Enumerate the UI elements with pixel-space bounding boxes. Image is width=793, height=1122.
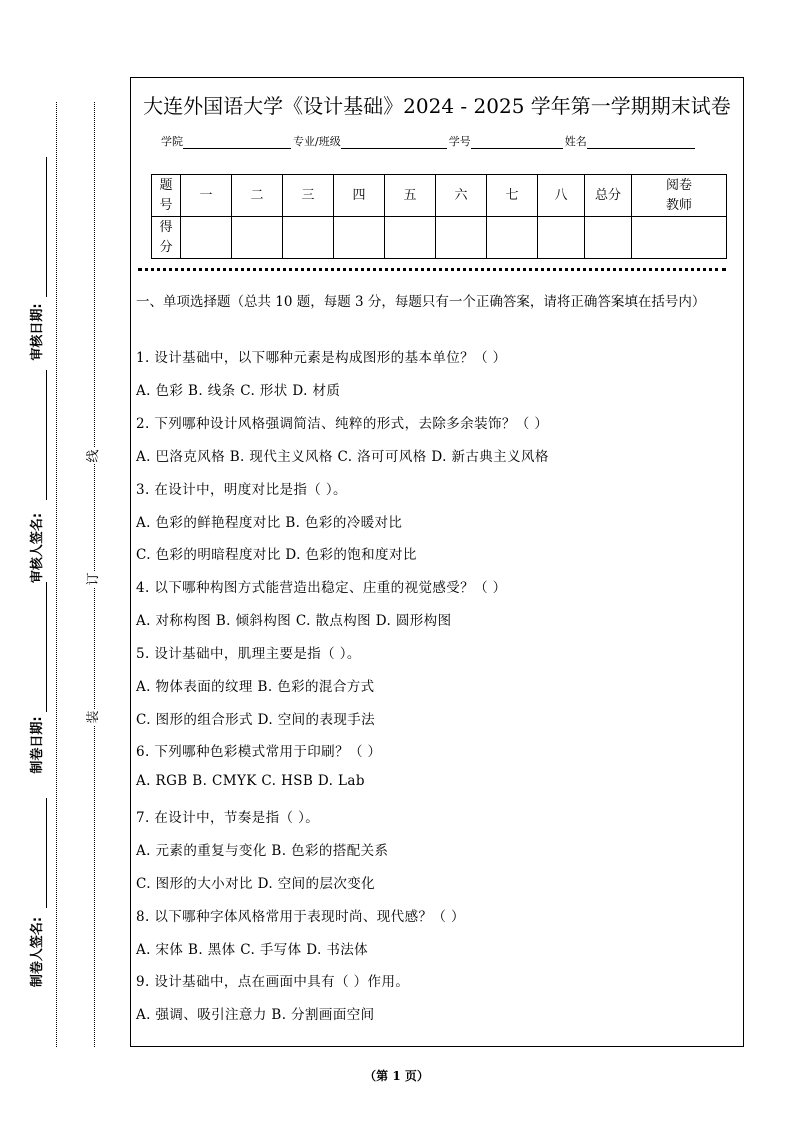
question-7-options-cd: C. 图形的大小对比 D. 空间的层次变化 bbox=[136, 876, 376, 892]
question-1-options: A. 色彩 B. 线条 C. 形状 D. 材质 bbox=[136, 383, 341, 399]
score-table bbox=[151, 174, 727, 259]
question-4: 4. 以下哪种构图方式能营造出稳定、庄重的视觉感受？（ ） bbox=[136, 580, 507, 596]
question-5-options-cd: C. 图形的组合形式 D. 空间的表现手法 bbox=[136, 712, 376, 728]
row-label-text: 题号 bbox=[159, 177, 173, 213]
student-info-row bbox=[161, 133, 697, 149]
score-cell[interactable] bbox=[385, 217, 436, 259]
question-9: 9. 设计基础中，点在画面中具有（ ）作用。 bbox=[136, 974, 410, 990]
review-date-label: 审核日期: bbox=[30, 303, 45, 361]
question-1: 1. 设计基础中，以下哪种元素是构成图形的基本单位？（ ） bbox=[136, 350, 507, 366]
question-7: 7. 在设计中，节奏是指（ ）。 bbox=[136, 810, 320, 826]
question-6-options: A. RGB B. CMYK C. HSB D. Lab bbox=[136, 773, 365, 789]
score-cell[interactable] bbox=[232, 217, 283, 259]
major-label: 专业/班级 bbox=[293, 135, 341, 148]
margin-dotted-line-left bbox=[56, 102, 57, 1047]
binding-line-char: 线 bbox=[86, 449, 101, 463]
question-3-options-ab: A. 色彩的鲜艳程度对比 B. 色彩的冷暖对比 bbox=[136, 515, 403, 531]
score-table-score-row bbox=[152, 217, 727, 259]
row-label-score bbox=[152, 217, 181, 259]
col-header-grader bbox=[632, 175, 727, 217]
row-label-text: 得分 bbox=[159, 219, 173, 255]
exam-title: 大连外国语大学《设计基础》2024 - 2025 学年第一学期期末试卷 bbox=[143, 94, 731, 118]
student-id-label: 学号 bbox=[448, 135, 471, 148]
question-9-options: A. 强调、吸引注意力 B. 分割画面空间 bbox=[136, 1007, 375, 1023]
section-heading: 一、单项选择题（总共 10 题，每题 3 分，每题只有一个正确答案，请将正确答案填在括号内） bbox=[136, 294, 706, 310]
binding-fold-char: 装 bbox=[86, 710, 101, 724]
col-header-1: 一 bbox=[181, 175, 232, 217]
col-header-6: 六 bbox=[436, 175, 487, 217]
score-cell[interactable] bbox=[334, 217, 385, 259]
score-cell[interactable] bbox=[538, 217, 585, 259]
score-cell-grader[interactable] bbox=[632, 217, 727, 259]
score-cell[interactable] bbox=[181, 217, 232, 259]
score-table-header-row bbox=[152, 175, 727, 217]
question-3-options-cd: C. 色彩的明暗程度对比 D. 色彩的饱和度对比 bbox=[136, 547, 417, 563]
question-2: 2. 下列哪种设计风格强调简洁、纯粹的形式，去除多余装饰？（ ） bbox=[136, 416, 549, 432]
question-2-options: A. 巴洛克风格 B. 现代主义风格 C. 洛可可风格 D. 新古典主义风格 bbox=[136, 449, 549, 465]
reviewer-signature-label: 审核人签名: bbox=[30, 512, 45, 584]
question-3: 3. 在设计中，明度对比是指（ ）。 bbox=[136, 482, 347, 498]
question-5: 5. 设计基础中，肌理主要是指（ ）。 bbox=[136, 646, 361, 662]
student-id-blank[interactable] bbox=[471, 136, 563, 149]
maker-signature-label: 制卷人签名: bbox=[30, 916, 45, 988]
score-cell[interactable] bbox=[436, 217, 487, 259]
binding-staple-char: 订 bbox=[86, 572, 101, 586]
col-header-4: 四 bbox=[334, 175, 385, 217]
major-blank[interactable] bbox=[341, 136, 447, 149]
col-header-5: 五 bbox=[385, 175, 436, 217]
score-cell-total[interactable] bbox=[585, 217, 632, 259]
score-cell[interactable] bbox=[283, 217, 334, 259]
page-number: （第 1 页） bbox=[364, 1069, 429, 1083]
question-8: 8. 以下哪种字体风格常用于表现时尚、现代感？（ ） bbox=[136, 909, 465, 925]
col-header-3: 三 bbox=[283, 175, 334, 217]
col-header-total: 总分 bbox=[585, 175, 632, 217]
exam-frame bbox=[130, 77, 744, 1047]
question-8-options: A. 宋体 B. 黑体 C. 手写体 D. 书法体 bbox=[136, 942, 369, 958]
exam-date-label: 制卷日期: bbox=[30, 716, 45, 774]
question-5-options-ab: A. 物体表面的纹理 B. 色彩的混合方式 bbox=[136, 679, 375, 695]
college-label: 学院 bbox=[161, 135, 183, 148]
question-6: 6. 下列哪种色彩模式常用于印刷？（ ） bbox=[136, 744, 382, 760]
col-header-8: 八 bbox=[538, 175, 585, 217]
college-blank[interactable] bbox=[183, 136, 291, 149]
col-header-7: 七 bbox=[487, 175, 538, 217]
question-7-options-ab: A. 元素的重复与变化 B. 色彩的搭配关系 bbox=[136, 843, 389, 859]
grader-label-text: 阅卷教师 bbox=[665, 177, 692, 213]
col-header-2: 二 bbox=[232, 175, 283, 217]
name-label: 姓名 bbox=[564, 135, 587, 148]
dotted-separator bbox=[138, 268, 726, 271]
row-label-question-number bbox=[152, 175, 181, 217]
question-4-options: A. 对称构图 B. 倾斜构图 C. 散点构图 D. 圆形构图 bbox=[136, 613, 452, 629]
name-blank[interactable] bbox=[587, 136, 695, 149]
score-cell[interactable] bbox=[487, 217, 538, 259]
